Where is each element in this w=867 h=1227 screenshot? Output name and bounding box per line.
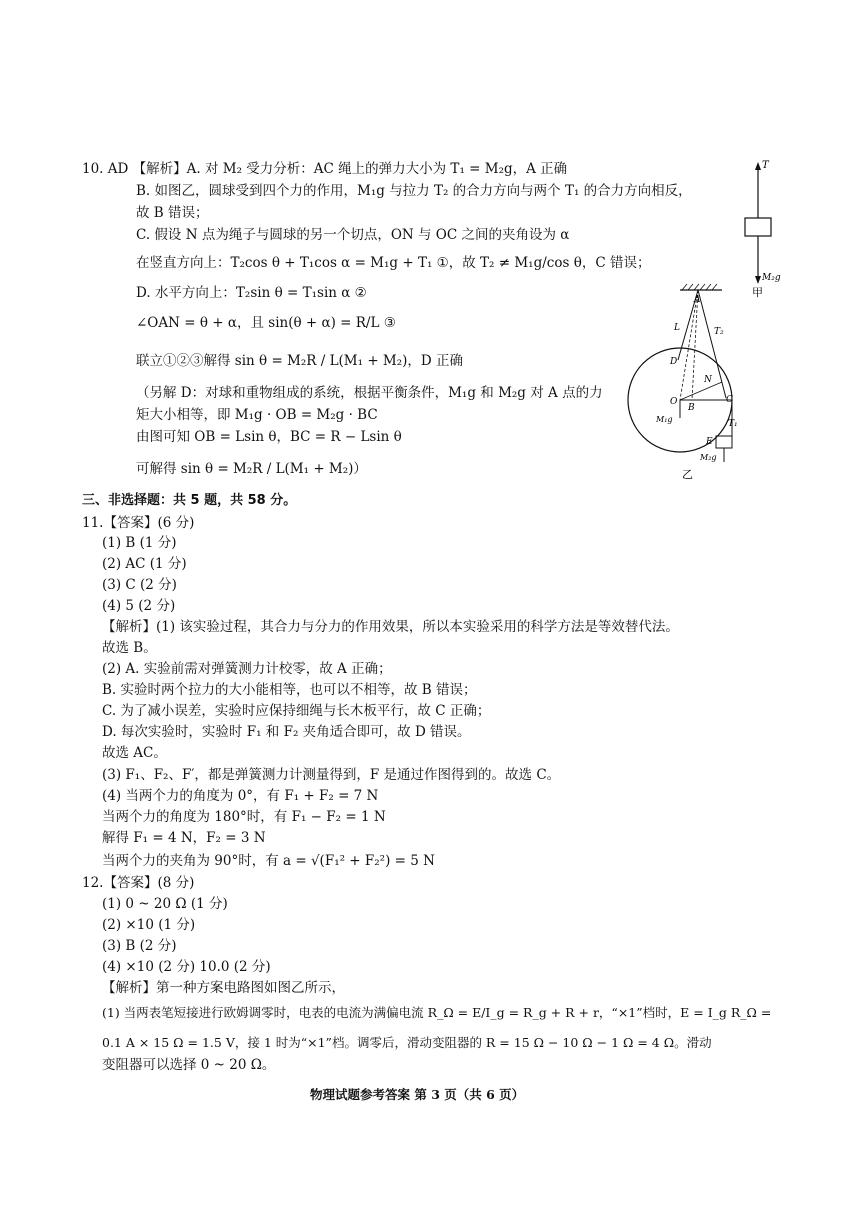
q11-line-13: (3) F₁、F₂、F′，都是弹簧测力计测量得到，F 是通过作图得到的。故选 C。 bbox=[102, 767, 561, 783]
q12-line-3: (2) ×10 (1 分) bbox=[102, 917, 196, 933]
q10-line-10: 矩大小相等，即 M₁g · OB = M₂g · BC bbox=[136, 407, 378, 423]
q10-line-7: ∠OAN = θ + α，且 sin(θ + α) = R/L ③ bbox=[136, 315, 396, 331]
q11-line-2: (1) B (1 分) bbox=[102, 535, 177, 551]
section-title: 三、非选择题：共 5 题，共 58 分。 bbox=[82, 493, 297, 508]
q11-line-8: (2) A. 实验前需对弹簧测力计校零，故 A 正确； bbox=[102, 661, 392, 677]
hanging-block bbox=[745, 218, 771, 236]
q10-line-12: 可解得 sin θ = M₂R / L(M₁ + M₂)） bbox=[136, 461, 367, 477]
q11-line-6: 【解析】(1) 该实验过程，其合力与分力的作用效果，所以本实验采用的科学方法是等效替代法。 bbox=[102, 619, 679, 635]
q12-line-7: (1) 当两表笔短接进行欧姆调零时，电表的电流为满偏电流 R_Ω = E/I_g = R_g + R + r，“×1”档时，E = I_g R_Ω = bbox=[102, 1005, 772, 1020]
label-A: A bbox=[694, 295, 701, 305]
label-C: C bbox=[726, 395, 733, 405]
q10-line-4: C. 假设 N 点为绳子与圆球的另一个切点，ON 与 OC 之间的夹角设为 α bbox=[136, 227, 570, 243]
q11-line-9: B. 实验时两个拉力的大小能相等，也可以不相等，故 B 错误； bbox=[102, 682, 477, 698]
label-N: N bbox=[704, 375, 712, 385]
q12-line-1: 12.【答案】(8 分) bbox=[82, 875, 195, 891]
tension-arrowhead bbox=[755, 162, 761, 170]
figure-yi bbox=[612, 278, 782, 488]
ceiling-hatch bbox=[682, 284, 717, 290]
label-T2: T₂ bbox=[714, 327, 724, 337]
q12-line-5: (4) ×10 (2 分) 10.0 (2 分) bbox=[102, 959, 271, 975]
q12-line-4: (3) B (2 分) bbox=[102, 938, 177, 954]
line-ON bbox=[680, 382, 722, 400]
q11-line-4: (3) C (2 分) bbox=[102, 577, 177, 593]
q11-line-1: 11.【答案】(6 分) bbox=[82, 515, 195, 531]
q10-line-11: 由图可知 OB = Lsin θ，BC = R − Lsin θ bbox=[136, 429, 402, 445]
weight-E bbox=[716, 436, 732, 448]
q10-line-5: 在竖直方向上：T₂cos θ + T₁cos α = M₁g + T₁ ①，故 T₂ ≠ M₁g/cos θ，C 错误； bbox=[136, 255, 651, 271]
label-M1g: M₁g bbox=[656, 415, 673, 424]
q11-line-5: (4) 5 (2 分) bbox=[102, 598, 176, 614]
q11-line-17: 当两个力的夹角为 90°时，有 a = √(F₁² + F₂²) = 5 N bbox=[102, 853, 435, 869]
caption-jia: 甲 bbox=[752, 286, 763, 299]
q11-line-16: 解得 F₁ = 4 N，F₂ = 3 N bbox=[102, 830, 266, 846]
label-B: B bbox=[688, 403, 695, 413]
label-E: E bbox=[706, 437, 713, 447]
label-O: O bbox=[670, 397, 678, 407]
q11-line-7: 故选 B。 bbox=[102, 640, 157, 656]
q11-line-14: (4) 当两个力的角度为 0°，有 F₁ + F₂ = 7 N bbox=[102, 788, 379, 804]
label-L: L bbox=[674, 323, 680, 333]
q10-line-8: 联立①②③解得 sin θ = M₂R / L(M₁ + M₂)，D 正确 bbox=[136, 353, 464, 369]
page-footer: 物理试题参考答案 第 3 页（共 6 页） bbox=[310, 1087, 525, 1102]
q11-line-15: 当两个力的角度为 180°时，有 F₁ − F₂ = 1 N bbox=[102, 809, 386, 825]
q12-line-6: 【解析】第一种方案电路图如图乙所示， bbox=[102, 980, 345, 996]
label-T1: T₁ bbox=[728, 419, 738, 429]
q10-line-6: D. 水平方向上：T₂sin θ = T₁sin α ② bbox=[136, 285, 367, 301]
q11-line-3: (2) AC (1 分) bbox=[102, 556, 187, 572]
q12-line-8: 0.1 A × 15 Ω = 1.5 V，接 1 时为“×1”档。调零后，滑动变阻器的 R = 15 Ω − 10 Ω − 1 Ω = 4 Ω。滑动 bbox=[102, 1035, 712, 1050]
q10-line-1: 10. AD 【解析】A. 对 M₂ 受力分析：AC 绳上的弹力大小为 T₁ = M₂g，A 正确 bbox=[82, 161, 568, 177]
label-D: D bbox=[670, 357, 678, 367]
caption-yi: 乙 bbox=[682, 468, 693, 481]
q12-line-9: 变阻器可以选择 0 ~ 20 Ω。 bbox=[102, 1057, 276, 1073]
label-T: T bbox=[762, 160, 769, 171]
q11-line-10: C. 为了减小误差，实验时应保持细绳与长木板平行，故 C 正确； bbox=[102, 703, 491, 719]
q10-line-3: 故 B 错误； bbox=[136, 205, 209, 221]
label-M2g: M₂g bbox=[762, 273, 781, 283]
q11-line-11: D. 每次实验时，实验时 F₁ 和 F₂ 夹角适合即可，故 D 错误。 bbox=[102, 724, 471, 740]
q12-line-2: (1) 0 ~ 20 Ω (1 分) bbox=[102, 896, 228, 912]
q10-line-9: （另解 D：对球和重物组成的系统，根据平衡条件，M₁g 和 M₂g 对 A 点的力 bbox=[136, 385, 603, 401]
q10-line-2: B. 如图乙，圆球受到四个力的作用，M₁g 与拉力 T₂ 的合力方向与两个 T₁ 的合力方向相反， bbox=[136, 183, 692, 199]
q11-line-12: 故选 AC。 bbox=[102, 745, 167, 761]
label-M2g-yi: M₂g bbox=[700, 453, 717, 462]
